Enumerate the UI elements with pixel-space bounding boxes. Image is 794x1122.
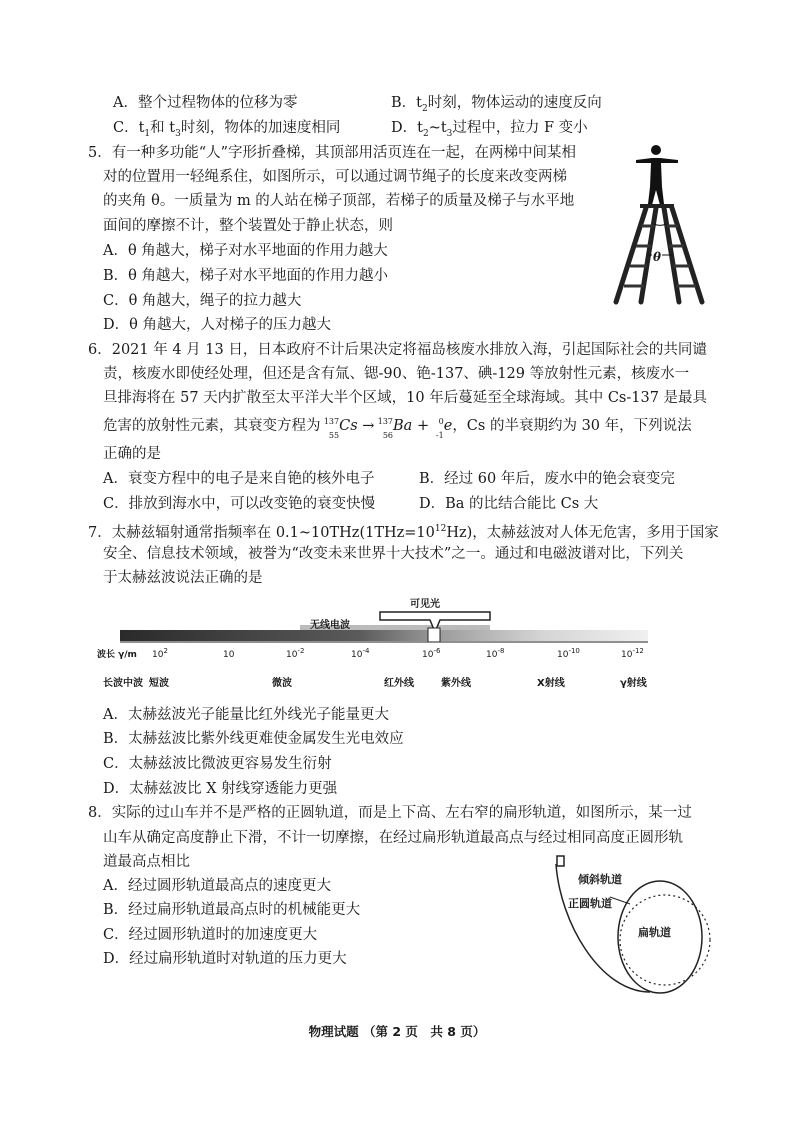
wavelength-tick-label: $10^{-8}$ (486, 647, 505, 660)
q4-option-b: B．$t_2$时刻，物体运动的速度反向 (391, 95, 602, 114)
q6-stem-line4: 危害的放射性元素，其衰变方程为 137 55 Cs → 137 56 Ba + 0 -1 e，Cs 的半衰期约为 30 年，下列说法 (103, 417, 692, 440)
wavelength-tick-label: $10^2$ (152, 647, 168, 660)
q6-option-b: B．经过 60 年后，废水中的铯会衰变完 (419, 471, 675, 487)
person-head (651, 145, 661, 155)
q5-stem-line2: 对的位置用一轻绳系住，如图所示，可以通过调节绳子的长度来改变两梯 (103, 169, 567, 185)
visible-light-label: 可见光 (410, 599, 440, 610)
wavelength-axis-label: 波长 γ/m (97, 650, 137, 660)
q5-stem-line1: 5．有一种多功能“人”字形折叠梯，其顶部用活页连在一起，在两梯中间某相 (88, 145, 577, 161)
wavelength-tick-label: $10^{-2}$ (286, 647, 305, 660)
wavelength-tick-label: $10^{-10}$ (557, 647, 580, 660)
spectrum-band-label: X射线 (537, 678, 565, 689)
q7-stem-line2: 安全、信息技术领域，被誉为“改变未来世界十大技术”之一。通过和电磁波谱对比，下列关 (103, 546, 684, 562)
q6-stem-line5: 正确的是 (103, 446, 161, 462)
q5-stem-line4: 面间的摩擦不计，整个装置处于静止状态，则 (103, 218, 393, 234)
q6-stem-line2: 责，核废水即使经处理，但还是含有氚、锶-90、铯-137、碘-129 等放射性元素，核废水一 (103, 366, 690, 382)
q5-option-a: A．θ 角越大，梯子对水平地面的作用力越大 (103, 243, 388, 259)
spectrum-band-label: 红外线 (384, 678, 414, 689)
person-body (636, 158, 678, 205)
roller-coaster-figure (540, 852, 715, 1002)
nuclide-ba: 137 56 (377, 417, 394, 440)
q7-stem-line3: 于太赫兹波说法正确的是 (103, 570, 263, 586)
em-spectrum-diagram (97, 592, 655, 692)
q8-option-b: B．经过扁形轨道最高点时的机械能更大 (103, 902, 361, 918)
q8-option-c: C．经过圆形轨道时的加速度更大 (103, 927, 318, 943)
wavelength-tick-label: 10 (223, 650, 235, 660)
q4-option-a: A．整个过程物体的位移为零 (113, 95, 298, 111)
q5-stem-line3: 的夹角 θ。一质量为 m 的人站在梯子顶部，若梯子的质量及梯子与水平地 (103, 193, 575, 209)
spectrum-band-label: γ射线 (620, 678, 647, 689)
q7-option-d: D．太赫兹波比 X 射线穿透能力更强 (103, 781, 338, 797)
q7-option-a: A．太赫兹波光子能量比红外线光子能量更大 (103, 707, 389, 723)
q8-option-d: D．经过扁形轨道时对轨道的压力更大 (103, 951, 347, 967)
coaster-car (557, 856, 564, 866)
spectrum-band-label: 短波 (149, 678, 169, 689)
q7-option-c: C．太赫兹波比微波更容易发生衍射 (103, 756, 332, 772)
nuclide-cs: 137 55 (323, 417, 340, 440)
spectrum-band-label: 微波 (272, 678, 292, 689)
q4-option-d: D．$t_2\sim t_3$过程中，拉力 F 变小 (391, 120, 588, 139)
flat-track-label: 扁轨道 (638, 926, 671, 939)
radio-wave-label: 无线电波 (310, 620, 350, 631)
wavelength-tick-label: $10^{-12}$ (621, 647, 644, 660)
q8-stem-line3: 道最高点相比 (103, 854, 190, 870)
incline-track-label: 倾斜轨道 (578, 873, 622, 886)
circle-track-label: 正圆轨道 (568, 897, 612, 910)
spectrum-bar (120, 630, 648, 641)
wavelength-tick-label: $10^{-6}$ (422, 647, 441, 660)
q8-stem-line1: 8．实际的过山车并不是严格的正圆轨道，而是上下高、左右窄的扁形轨道，如图所示，某一过 (88, 805, 692, 821)
page-footer: 物理试题 （第 2 页 共 8 页） (308, 1024, 486, 1039)
q7-option-b: B．太赫兹波比紫外线更难使金属发生光电效应 (103, 731, 404, 747)
q5-option-d: D．θ 角越大，人对梯子的压力越大 (103, 317, 331, 333)
q4-option-c: C．$t_1$和 $t_3$时刻，物体的加速度相同 (113, 120, 341, 139)
nuclide-e: 0 -1 (435, 417, 444, 440)
spectrum-band-label: 长波 (103, 678, 123, 689)
theta-label: θ (653, 250, 662, 264)
ladder-figure (606, 142, 714, 310)
q6-option-d: D．Ba 的比结合能比 Cs 大 (419, 496, 599, 512)
q7-stem-line1: 7．太赫兹辐射通常指频率在 $0.1\sim 10THz(1THz=10^{12}Hz)$，太赫兹波对人体无危害，多用于国家 (88, 524, 719, 541)
q5-option-b: B．θ 角越大，梯子对水平地面的作用力越小 (103, 268, 388, 284)
q8-stem-line2: 山车从确定高度静止下滑，不计一切摩擦，在经过扁形轨道最高点与经过相同高度正圆形轨 (103, 830, 683, 846)
wavelength-tick-label: $10^{-4}$ (351, 647, 370, 660)
q5-option-c: C．θ 角越大，绳子的拉力越大 (103, 293, 302, 309)
q6-stem-line1: 6．2021 年 4 月 13 日，日本政府不计后果决定将福岛核废水排放入海，引起国际社会的共同谴 (88, 342, 707, 358)
spectrum-band-label: 紫外线 (441, 678, 471, 689)
q6-option-c: C．排放到海水中，可以改变铯的衰变快慢 (103, 496, 376, 512)
q6-option-a: A．衰变方程中的电子是来自铯的核外电子 (103, 471, 375, 487)
spectrum-band-label: 中波 (123, 678, 143, 689)
q8-option-a: A．经过圆形轨道最高点的速度更大 (103, 878, 331, 894)
q6-stem-line3: 旦排海将在 57 天内扩散至太平洋大半个区域，10 年后蔓延至全球海域。其中 Cs-137 是最具 (103, 390, 708, 406)
